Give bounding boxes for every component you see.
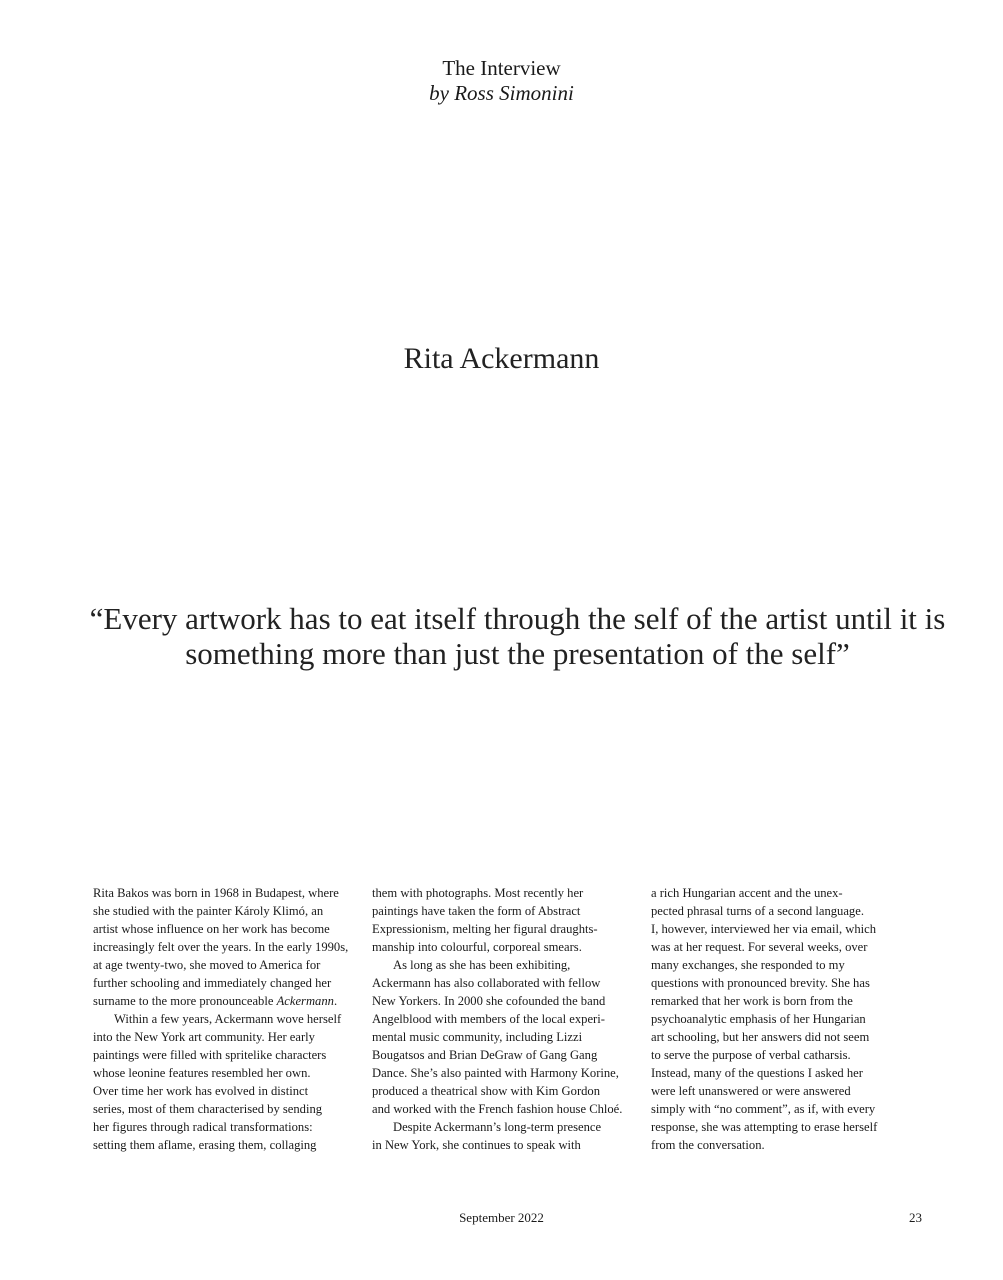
text-line: setting them aflame, erasing them, collaging bbox=[93, 1138, 317, 1152]
text-line: As long as she has been exhibiting, bbox=[393, 958, 571, 972]
text-line: series, most of them characterised by sending bbox=[93, 1102, 323, 1116]
text-line: mental music community, including Lizzi bbox=[372, 1030, 583, 1044]
text-line: whose leonine features resembled her own. bbox=[93, 1066, 311, 1080]
body-column-1 bbox=[93, 884, 355, 1154]
article-title: Rita Ackermann bbox=[403, 342, 600, 375]
text-line: Instead, many of the questions I asked her bbox=[651, 1066, 863, 1080]
text-line: Bougatsos and Brian DeGraw of Gang Gang bbox=[372, 1048, 598, 1062]
text-line: questions with pronounced brevity. She has bbox=[651, 976, 870, 990]
text-line: increasingly felt over the years. In the early 1990s, bbox=[93, 940, 349, 954]
text-line: Despite Ackermann’s long-term presence bbox=[393, 1120, 602, 1134]
text-line bbox=[93, 992, 355, 1010]
text-line: remarked that her work is born from the bbox=[651, 994, 853, 1008]
body-columns bbox=[93, 884, 913, 1154]
text-line: was at her request. For several weeks, over bbox=[651, 940, 868, 954]
text-line: psychoanalytic emphasis of her Hungarian bbox=[651, 1012, 866, 1026]
text-line: from the conversation. bbox=[651, 1138, 765, 1152]
text-line: manship into colourful, corporeal smears. bbox=[372, 940, 582, 954]
text-line: response, she was attempting to erase herself bbox=[651, 1120, 878, 1134]
text-line: a rich Hungarian accent and the unex- bbox=[651, 886, 843, 900]
text-line: to serve the purpose of verbal catharsis. bbox=[651, 1048, 851, 1062]
text-line: art schooling, but her answers did not seem bbox=[651, 1030, 870, 1044]
text-line: produced a theatrical show with Kim Gordon bbox=[372, 1084, 601, 1098]
text-line: them with photographs. Most recently her bbox=[372, 886, 584, 900]
text-line: Dance. She’s also painted with Harmony Korine, bbox=[372, 1066, 619, 1080]
body-column-3 bbox=[651, 884, 913, 1154]
text-line: and worked with the French fashion house Chloé. bbox=[372, 1102, 623, 1116]
text-line: she studied with the painter Károly Klimó, an bbox=[93, 904, 324, 918]
text-fragment: surname to the more pronounceable bbox=[93, 994, 277, 1008]
text-line: artist whose influence on her work has become bbox=[93, 922, 330, 936]
text-line: into the New York art community. Her early bbox=[93, 1030, 315, 1044]
text-line: Angelblood with members of the local experi- bbox=[372, 1012, 605, 1026]
issue-date: September 2022 bbox=[459, 1210, 544, 1225]
pull-quote-line: something more than just the presentation of the self” bbox=[185, 636, 850, 671]
text-line: Rita Bakos was born in 1968 in Budapest, where bbox=[93, 886, 339, 900]
text-line: Expressionism, melting her figural draughts- bbox=[372, 922, 598, 936]
page-number: 23 bbox=[909, 1210, 922, 1225]
text-line: I, however, interviewed her via email, which bbox=[651, 922, 877, 936]
text-line: simply with “no comment”, as if, with every bbox=[651, 1102, 876, 1116]
body-column-2 bbox=[372, 884, 634, 1154]
page-header bbox=[0, 56, 1003, 106]
text-line: were left unanswered or were answered bbox=[651, 1084, 851, 1098]
text-line: New Yorkers. In 2000 she cofounded the band bbox=[372, 994, 606, 1008]
text-line: at age twenty-two, she moved to America for bbox=[93, 958, 321, 972]
text-line: paintings have taken the form of Abstract bbox=[372, 904, 581, 918]
text-line: Within a few years, Ackermann wove herself bbox=[114, 1012, 342, 1026]
text-line: pected phrasal turns of a second language. bbox=[651, 904, 864, 918]
text-line: further schooling and immediately changed her bbox=[93, 976, 332, 990]
text-line: Over time her work has evolved in distinct bbox=[93, 1084, 309, 1098]
byline: by Ross Simonini bbox=[429, 81, 574, 105]
pull-quote-line: “Every artwork has to eat itself through the self of the artist until it is bbox=[89, 601, 946, 636]
text-fragment: . bbox=[333, 994, 338, 1008]
text-line: her figures through radical transformations: bbox=[93, 1120, 313, 1134]
surname-italic: Ackermann bbox=[276, 994, 334, 1008]
text-line: many exchanges, she responded to my bbox=[651, 958, 845, 972]
text-line: Ackermann has also collaborated with fellow bbox=[372, 976, 601, 990]
text-line: paintings were filled with spritelike characters bbox=[93, 1048, 327, 1062]
pull-quote bbox=[60, 601, 975, 671]
section-title: The Interview bbox=[442, 56, 561, 80]
text-line: in New York, she continues to speak with bbox=[372, 1138, 581, 1152]
